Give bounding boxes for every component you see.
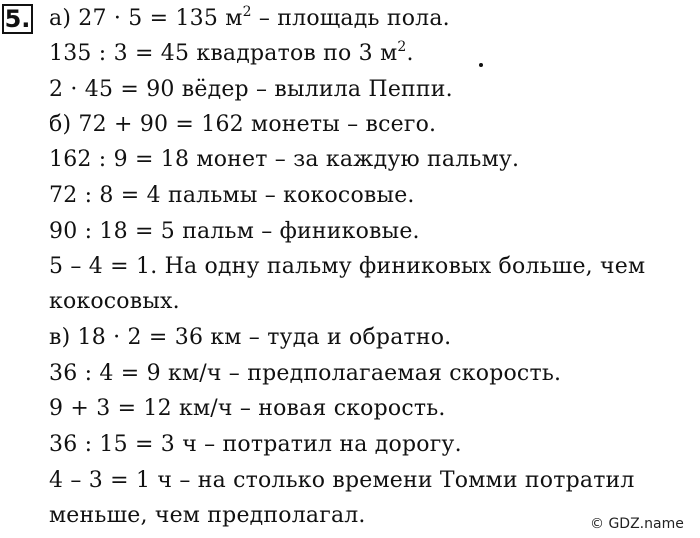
problem-number-box: 5. bbox=[2, 4, 33, 34]
solution-line-11: 36 : 4 = 9 км/ч – предполагаемая скорость. bbox=[49, 361, 562, 386]
ink-speck bbox=[479, 63, 483, 67]
solution-line-13: 36 : 15 = 3 ч – потратил на дорогу. bbox=[49, 432, 462, 457]
solution-line-14: 4 – 3 = 1 ч – на столько времени Томми потратил bbox=[49, 468, 635, 493]
solution-line-2: 135 : 3 = 45 квадратов по 3 $м^2$. bbox=[49, 39, 414, 66]
superscript-2: 2 bbox=[242, 4, 252, 20]
solution-line-3: 2 · 45 = 90 вёдер – вылила Пеппи. bbox=[49, 77, 453, 102]
solution-line-8: 5 – 4 = 1. На одну пальму финиковых больше, чем bbox=[49, 254, 646, 279]
solution-line-7: 90 : 18 = 5 пальм – финиковые. bbox=[49, 219, 420, 244]
watermark: © GDZ.name bbox=[590, 516, 684, 532]
solution-line-9: кокосовых. bbox=[49, 289, 180, 314]
solution-line-15: меньше, чем предполагал. bbox=[49, 503, 366, 528]
solution-line-12: 9 + 3 = 12 км/ч – новая скорость. bbox=[49, 396, 446, 421]
solution-line-6: 72 : 8 = 4 пальмы – кокосовые. bbox=[49, 183, 415, 208]
solution-line-5: 162 : 9 = 18 монет – за каждую пальму. bbox=[49, 147, 520, 172]
solution-line-1: а) 27 · 5 = 135 $м^2$ – площадь пола. bbox=[49, 4, 450, 31]
solution-line-4: б) 72 + 90 = 162 монеты – всего. bbox=[49, 112, 437, 137]
superscript-2: 2 bbox=[397, 39, 407, 55]
solution-line-10: в) 18 · 2 = 36 км – туда и обратно. bbox=[49, 325, 452, 350]
